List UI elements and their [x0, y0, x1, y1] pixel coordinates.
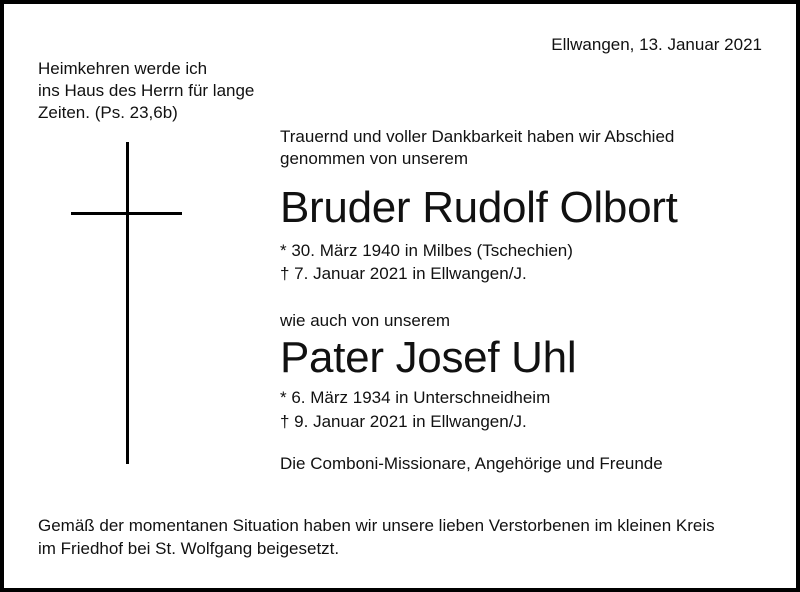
burial-note: Gemäß der momentanen Situation haben wir unsere lieben Verstorbenen im kleinen Kreis im Friedhof bei St. Wolfgang beigesetzt.: [38, 516, 715, 558]
deceased-1-death: † 7. Januar 2021 in Ellwangen/J.: [280, 264, 527, 283]
deceased-2-name: Pater Josef Uhl: [280, 333, 577, 382]
place-date: Ellwangen, 13. Januar 2021: [551, 35, 762, 54]
bible-verse: Heimkehren werde ich ins Haus des Herrn für lange Zeiten. (Ps. 23,6b): [38, 59, 255, 122]
intro-text: Trauernd und voller Dankbarkeit haben wir Abschied genommen von unserem: [280, 127, 675, 168]
cross-horizontal-bar: [71, 212, 182, 215]
cross-vertical-bar: [126, 142, 129, 464]
connector-text: wie auch von unserem: [280, 311, 451, 330]
deceased-2-birth: * 6. März 1934 in Unterschneidheim: [280, 388, 551, 407]
deceased-1-name: Bruder Rudolf Olbort: [280, 183, 678, 232]
mourners-signature: Die Comboni-Missionare, Angehörige und Freunde: [280, 454, 663, 473]
deceased-2-death: † 9. Januar 2021 in Ellwangen/J.: [280, 412, 527, 431]
deceased-1-birth: * 30. März 1940 in Milbes (Tschechien): [280, 241, 573, 260]
